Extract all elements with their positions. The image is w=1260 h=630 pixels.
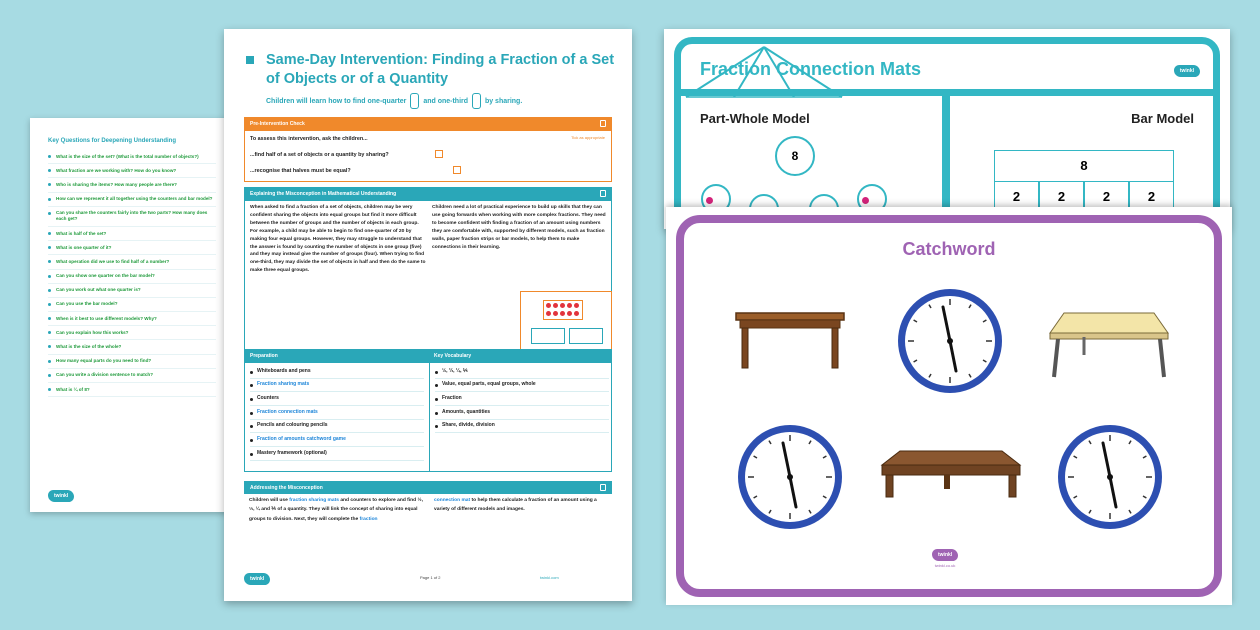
pre-check-note: Tick as appropriate [571,135,605,140]
intervention-worksheet [224,29,632,601]
vocabulary-item: Share, divide, division [435,420,609,434]
explaining-box [244,200,612,350]
addressing-column-2: connection mat to help them calculate a fraction of an amount using a variety of different models and images. [434,498,597,513]
question-item: What is the size of the set? (What is the total number of objects?) [48,150,216,164]
document-icon [600,120,606,127]
table-icon[interactable] [734,311,846,371]
question-item: What is the size of the whole? [48,340,216,354]
one-quarter-fraction-icon [410,93,419,109]
fraction-link[interactable]: fraction [359,516,378,522]
question-item: When is it best to use different models? Why? [48,312,216,326]
table-icon[interactable] [1044,311,1174,381]
connection-mat-link[interactable]: connection mat [434,498,471,503]
twinkl-logo: twinkl [244,573,270,585]
addressing-header: Addressing the Misconception [244,481,612,494]
question-item: What is half of the set? [48,227,216,241]
vocabulary-list [435,365,609,433]
footer-url: twinkl.co.uk [934,563,956,568]
vocabulary-item: ½, ⅓, ¼, ⅕ [435,365,609,379]
question-item: How many equal parts do you need to find? [48,355,216,369]
explaining-header: Explaining the Misconception in Mathematical Understanding [244,187,612,200]
fraction-sharing-mats-link[interactable]: fraction sharing mats [289,498,339,503]
footer-url: twinkl.com [540,575,559,580]
questions-list [48,150,216,397]
clock-icon[interactable] [734,421,846,533]
bar-model-part: 2 [994,181,1039,213]
question-item: Can you write a division sentence to match? [48,369,216,383]
preparation-vocabulary-box [244,362,612,472]
document-icon [600,484,606,491]
preparation-item: Counters [250,392,424,406]
bar-model-part: 2 [1084,181,1129,213]
page-number: Page 1 of 2 [420,575,441,580]
explaining-column-1: When asked to find a fraction of a set of objects, children may be very confident sharing the objects into equal groups but find it more difficult between the number of groups and the number of objects in each group. For example, a child may be able to begin to find one-quarter of 20 by making four equal groups. However, they may struggle to understand that the answer is found by counting the number of objects in one group (five) and they may instead give the number of groups (four). When trying to find one-third, they may divide the set of objects in half and then do the same to make three equal groups. [250,205,426,274]
vocabulary-heading: Key Vocabulary [434,353,472,359]
question-item: What is ¼ of 8? [48,383,216,397]
question-item: What fraction are we working with? How do you know? [48,164,216,178]
twinkl-logo: twinkl twinkl.co.uk [932,543,958,568]
table-icon[interactable] [878,449,1024,501]
question-item: Can you use the bar model? [48,298,216,312]
fraction-sharing-mats-link[interactable]: Fraction sharing mats [250,379,424,393]
question-item: What operation did we use to find half of a number? [48,255,216,269]
preparation-item: Whiteboards and pens [250,365,424,379]
part-whole-title: Part-Whole Model [700,111,810,126]
questions-heading: Key Questions for Deepening Understanding [48,138,177,144]
question-item: How can we represent it all together using the counters and bar model? [48,193,216,207]
addressing-box [244,494,612,554]
mats-title: Fraction Connection Mats [700,59,922,79]
question-item: Can you show one quarter on the bar model? [48,270,216,284]
bar-model-part: 2 [1129,181,1174,213]
preparation-header: Preparation Key Vocabulary [244,349,612,362]
preparation-item: Mastery framework (optional) [250,447,424,461]
explaining-column-2: Children need a lot of practical experience to build up skills that they can use going forwards when working with more complex fractions. They need to become confident with finding a fraction of an amount using numbers they are comfortable with, supported by different models, such as fraction walls, paper fraction strips or bar models, to help them to make connections in their learning. [432,205,606,250]
counter-dot [862,197,869,204]
worksheet-footer [244,567,612,587]
catchword-card [666,207,1232,605]
question-item: Can you share the counters fairly into the two parts? How many does each get? [48,207,216,227]
counters-diagram [520,291,612,351]
tick-box[interactable] [435,150,443,158]
whole-circle: 8 [775,136,815,176]
pre-check-question-1: ...find half of a set of objects or a quantity by sharing? [250,152,389,158]
tick-box[interactable] [453,166,461,174]
question-item: Can you explain how this works? [48,326,216,340]
bar-model-title: Bar Model [1131,111,1194,126]
clock-icon[interactable] [894,285,1006,397]
addressing-column-1: Children will use fraction sharing mats and counters to explore and find ½, ⅓, ¼ and ⅕ of a quantity. They will link the concept of sharing into equal groups to division. Next, they will complete the fraction [249,498,423,522]
clock-icon[interactable] [1054,421,1166,533]
one-third-fraction-icon [472,93,481,109]
pre-check-intro: To assess this intervention, ask the children... [250,136,368,142]
pre-check-header: Pre-Intervention Check [244,117,612,130]
fraction-connection-mats [664,29,1230,229]
counter-dot [706,197,713,204]
bar-model-whole: 8 [994,150,1174,182]
question-item: Can you work out what one quarter is? [48,284,216,298]
pre-check-box [244,130,612,182]
title-bullet-icon [246,56,254,64]
question-item: Who is sharing the items? How many people are there? [48,178,216,192]
question-item: What is one quarter of it? [48,241,216,255]
vocabulary-item: Fraction [435,392,609,406]
worksheet-title: Same-Day Intervention: Finding a Fraction of a Set of Objects or of a Quantity [266,52,615,87]
fraction-connection-mats-link[interactable]: Fraction connection mats [250,406,424,420]
twinkl-logo: twinkl [48,484,74,502]
twinkl-logo: twinkl [1174,59,1200,77]
document-icon [600,190,606,197]
catchword-title: Catchword [902,239,996,259]
vocabulary-item: Amounts, quantities [435,406,609,420]
worksheet-subtitle: Children will learn how to find one-quarter and one-third by sharing. [266,93,616,109]
pre-check-question-2: ...recognise that halves must be equal? [250,168,351,174]
preparation-list [250,365,424,461]
questions-sheet [30,118,230,512]
catchword-game-link[interactable]: Fraction of amounts catchword game [250,433,424,447]
preparation-item: Pencils and colouring pencils [250,420,424,434]
bar-model-part: 2 [1039,181,1084,213]
vocabulary-item: Value, equal parts, equal groups, whole [435,379,609,393]
